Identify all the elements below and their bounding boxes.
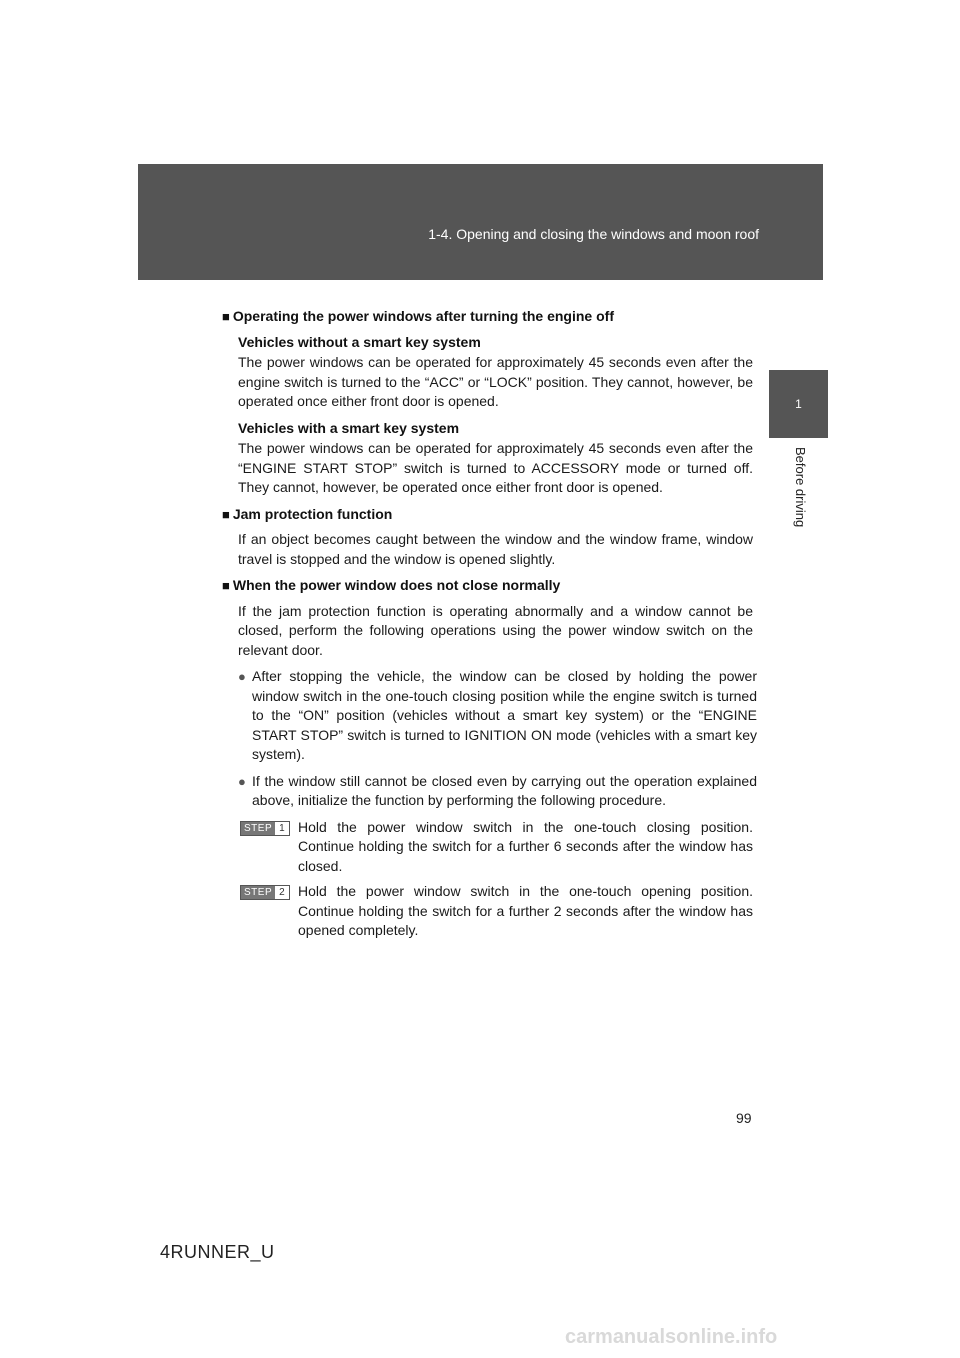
page-number: 99	[736, 1110, 752, 1126]
watermark: carmanualsonline.info	[565, 1326, 778, 1348]
section-heading: ■ Jam protection function	[222, 505, 393, 522]
procedure-step	[238, 882, 753, 941]
paragraph: The power windows can be operated for approximately 45 seconds even after the engine switch is turned to the “ACC” or “LOCK” position. They cannot, however, be operated once either front door is opened.	[238, 354, 753, 409]
side-tab-chapter-label: Before driving	[793, 447, 808, 528]
square-bullet-icon: ■	[222, 309, 230, 324]
chapter-header-band	[138, 164, 823, 280]
list-item: ● If the window still cannot be closed even by carrying out the operation explained above, initialize the function by performing the following procedure.	[238, 772, 757, 808]
square-bullet-icon: ■	[222, 506, 230, 522]
section-heading: ■ When the power window does not close normally	[222, 577, 561, 593]
step-text: Hold the power window switch in the one-touch closing position. Continue holding the switch for a further 6 seconds after the window has closed.	[298, 818, 753, 874]
list-item: ● After stopping the vehicle, the window can be closed by holding the power window switch in the one-touch closing position while the engine switch is turned to the “ON” position (vehicles without a smart key system) or the “ENGINE START STOP” switch is turned to IGNITION ON mode (vehicles with a smart key system).	[238, 668, 757, 762]
section-heading: ■ Operating the power windows after turning the engine off	[222, 308, 614, 324]
circle-bullet-icon: ●	[238, 773, 246, 789]
footer-code: 4RUNNER_U	[160, 1242, 275, 1262]
paragraph: If an object becomes caught between the window and the window frame, window travel is stopped and the window is opened slightly.	[238, 531, 753, 567]
step-text: Hold the power window switch in the one-touch opening position. Continue holding the switch for a further 2 seconds after the window has opened completely.	[298, 883, 753, 938]
step-badge: STEP 2	[240, 885, 290, 900]
step-badge: STEP 1	[240, 821, 290, 836]
paragraph: If the jam protection function is operating abnormally and a window cannot be closed, perform the following operations using the power window switch on the relevant door.	[238, 602, 753, 658]
square-bullet-icon: ■	[222, 578, 230, 593]
main-content	[222, 307, 757, 947]
paragraph: The power windows can be operated for approximately 45 seconds even after the “ENGINE START STOP” switch is turned to ACCESSORY mode or turned off. They cannot, however, be operated once either front door is opened.	[238, 440, 753, 495]
chapter-title: 1-4. Opening and closing the windows and moon roof	[428, 226, 759, 242]
side-tab-chapter-number: 1	[769, 370, 828, 438]
subsection-heading: Vehicles with a smart key system	[238, 419, 460, 436]
subsection-heading: Vehicles without a smart key system	[238, 333, 481, 350]
procedure-step	[238, 818, 753, 877]
circle-bullet-icon: ●	[238, 669, 246, 684]
